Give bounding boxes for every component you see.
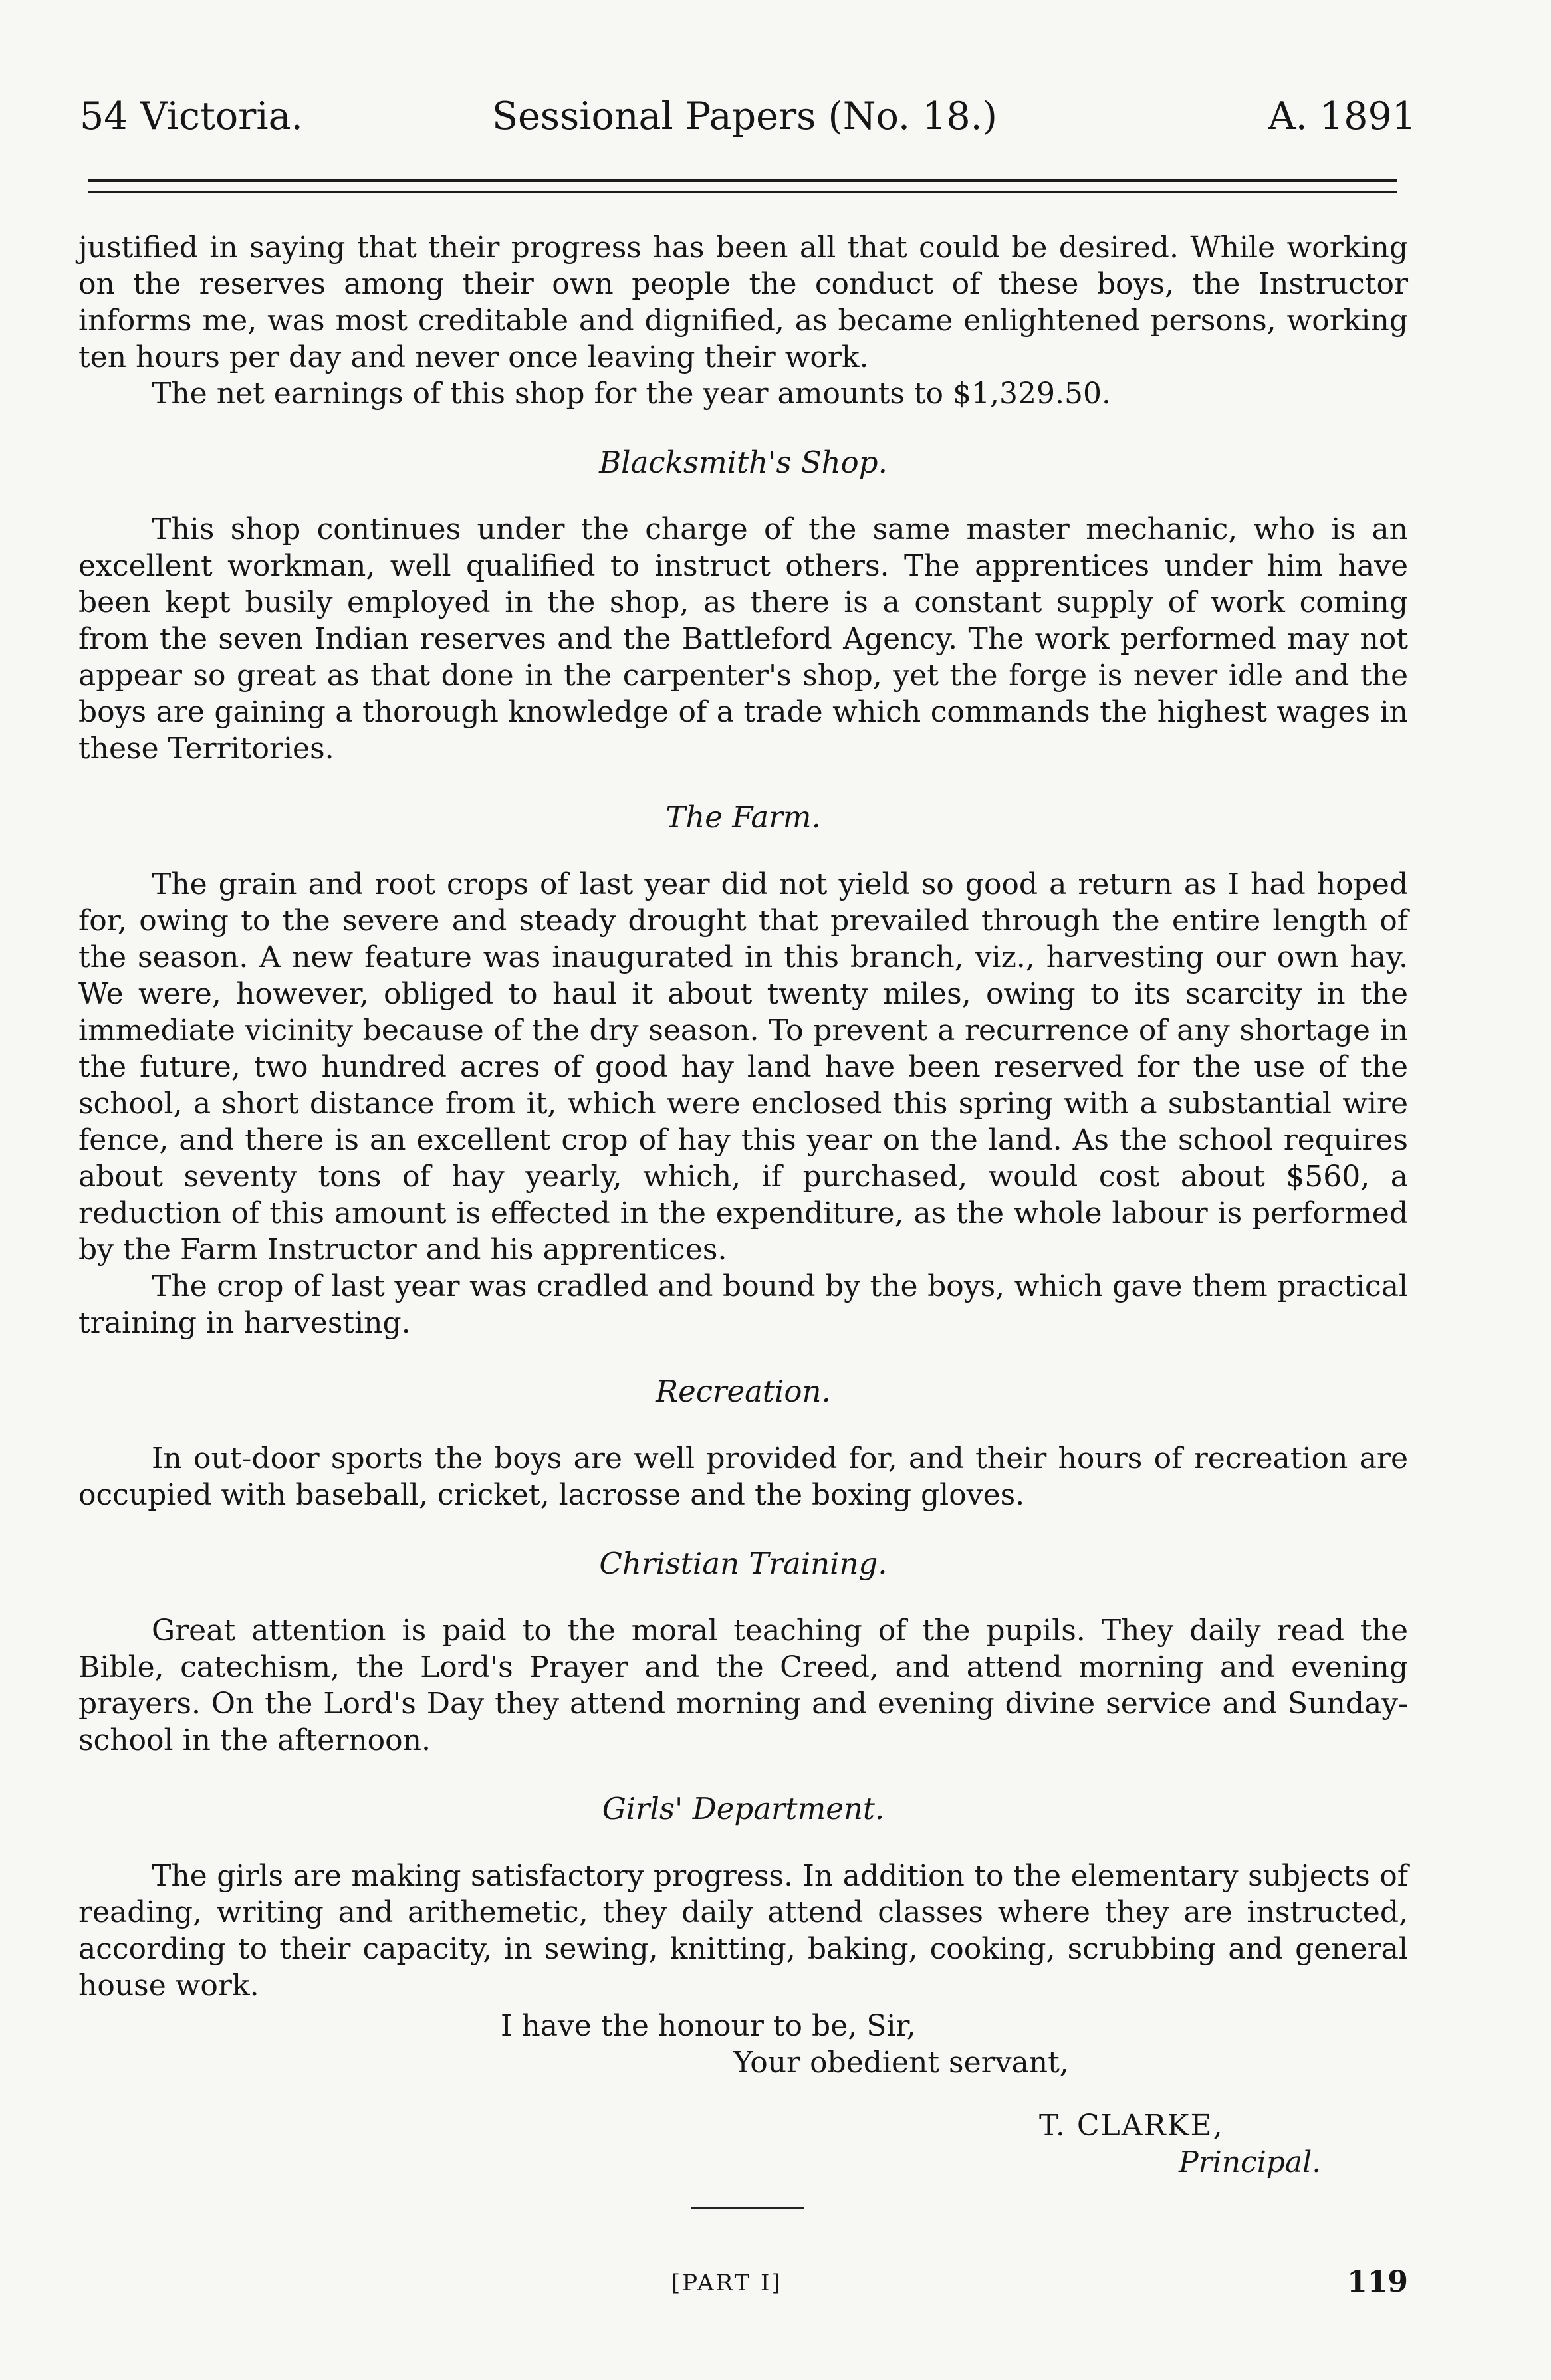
page-header bbox=[80, 90, 1416, 143]
paragraph: justified in saying that their progress has been all that could be desired. While working on the reserves among their own people the conduct of these boys, the Instructor informs me, was most creditable and dignified, as became enlightened persons, working ten hours per day and never once leaving their work. bbox=[78, 231, 1408, 374]
section-heading: Recreation. bbox=[656, 1374, 831, 1409]
paragraph: Great attention is paid to the moral teaching of the pupils. They daily read the Bible, catechism, the Lord's Prayer and the Creed, and attend morning and evening prayers. On the Lord's Day they attend morning and evening divine service and Sunday-school in the afternoon. bbox=[78, 1614, 1408, 1757]
paragraph: The net earnings of this shop for the year amounts to $1,329.50. bbox=[152, 377, 1111, 411]
paragraph: The crop of last year was cradled and bound by the boys, which gave them practical training in harvesting. bbox=[78, 1269, 1408, 1340]
page-number: 119 bbox=[1347, 2265, 1408, 2299]
section-heading: Blacksmith's Shop. bbox=[599, 445, 888, 480]
body-text bbox=[78, 229, 1408, 2187]
section-heading: The Farm. bbox=[665, 800, 821, 835]
footer-part-label: [PART I] bbox=[671, 2270, 782, 2296]
header-volume: 54 Victoria. bbox=[80, 94, 303, 138]
paragraph: This shop continues under the charge of the same master mechanic, who is an excellent workman, well qualified to instruct others. The apprentices under him have been kept busily employed in the shop, as there is a constant supply of work coming from the seven Indian reserves and the Battleford Agency. The work performed may not appear so great as that done in the carpenter's shop, yet the forge is never idle and the boys are gaining a thorough knowledge of a trade which commands the highest wages in these Territories. bbox=[78, 512, 1408, 766]
closing-honour: I have the honour to be, Sir, bbox=[501, 2009, 916, 2043]
section-heading: Christian Training. bbox=[599, 1546, 888, 1581]
signature-title: Principal. bbox=[1179, 2145, 1322, 2179]
header-year: A. 1891 bbox=[1268, 94, 1416, 138]
paragraph: In out-door sports the boys are well provided for, and their hours of recreation are occupied with baseball, cricket, lacrosse and the boxing gloves. bbox=[78, 1442, 1408, 1512]
section-heading: Girls' Department. bbox=[602, 1791, 885, 1826]
paragraph: The girls are making satisfactory progress. In addition to the elementary subjects of reading, writing and arithemetic, they daily attend classes where they are instructed, according to their capacity, in sewing, knitting, baking, cooking, scrubbing and general house work. bbox=[78, 1859, 1408, 2002]
closing-servant: Your obedient servant, bbox=[733, 2046, 1069, 2080]
letter-closing bbox=[78, 2008, 1408, 2187]
signature-name: T. CLARKE, bbox=[1039, 2109, 1224, 2143]
header-title: Sessional Papers (No. 18.) bbox=[492, 94, 998, 138]
header-rule-thin bbox=[88, 191, 1397, 193]
paragraph: The grain and root crops of last year did not yield so good a return as I had hoped for, owing to the severe and steady drought that prevailed through the entire length of the season. A new feature was inaugurated in this branch, viz., harvesting our own hay. We were, however, obliged to haul it about twenty miles, owing to its scarcity in the immediate vicinity because of the dry season. To prevent a recurrence of any shortage in the future, two hundred acres of good hay land have been reserved for the use of the school, a short distance from it, which were enclosed this spring with a substantial wire fence, and there is an excellent crop of hay this year on the land. As the school requires about seventy tons of hay yearly, which, if purchased, would cost about $560, a reduction of this amount is effected in the expenditure, as the whole labour is performed by the Farm Instructor and his apprentices. bbox=[78, 867, 1408, 1267]
header-rule-thick bbox=[88, 179, 1397, 182]
footer-divider bbox=[691, 2207, 804, 2209]
